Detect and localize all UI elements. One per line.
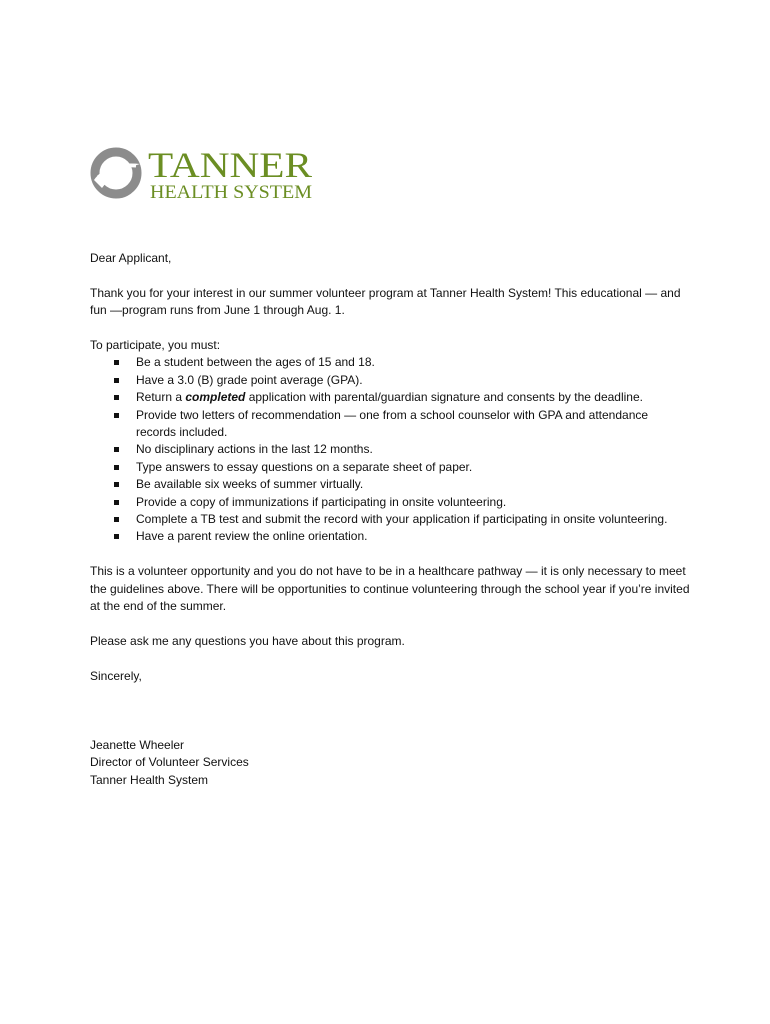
requirements-list [90, 354, 690, 545]
requirement-text: Have a parent review the online orientation. [136, 529, 368, 544]
requirement-item [90, 528, 690, 545]
signature-block [90, 737, 690, 789]
tanner-logo-graphic [90, 144, 322, 202]
signature-name: Jeanette Wheeler [90, 738, 185, 753]
requirement-text: No disciplinary actions in the last 12 months. [136, 442, 373, 457]
requirement-item [90, 476, 690, 493]
square-bullet-icon [114, 500, 119, 505]
requirement-text: Be available six weeks of summer virtually. [136, 477, 364, 492]
requirement-item [90, 407, 690, 442]
square-bullet-icon [114, 395, 119, 400]
logo-line-2: HEALTH SYSTEM [150, 182, 313, 202]
requirement-text: application with parental/guardian signature and consents by the deadline. [245, 390, 643, 405]
requirement-emphasis: completed [185, 390, 246, 405]
signature-org: Tanner Health System [90, 772, 209, 787]
requirement-text: Complete a TB test and submit the record with your application if participating in onsite volunteering. [136, 512, 668, 527]
requirements-lead: To participate, you must: [90, 338, 221, 352]
requirement-text: Type answers to essay questions on a separate sheet of paper. [136, 459, 473, 474]
salutation: Dear Applicant, [90, 251, 172, 265]
square-bullet-icon [114, 482, 119, 487]
requirement-text: Provide a copy of immunizations if participating in onsite volunteering. [136, 494, 507, 509]
requirement-item [90, 511, 690, 528]
requirement-text: Provide two letters of recommendation — one from a school counselor with GPA and attendance records included. [136, 407, 649, 440]
closing: Sincerely, [90, 668, 142, 683]
requirement-item [90, 494, 690, 511]
square-bullet-icon [114, 517, 119, 522]
square-bullet-icon [114, 378, 119, 383]
intro-paragraph: Thank you for your interest in our summer volunteer program at Tanner Health System! This educational — and fun —program runs from June 1 through Aug. 1. [90, 285, 681, 318]
tanner-logo [90, 144, 322, 202]
requirement-item [90, 354, 690, 371]
requirement-item [90, 389, 690, 406]
square-bullet-icon [114, 447, 119, 452]
square-bullet-icon [114, 534, 119, 539]
square-bullet-icon [114, 360, 119, 365]
note-paragraph: This is a volunteer opportunity and you do not have to be in a healthcare pathway — it is only necessary to meet the guidelines above. There will be opportunities to continue volunteering through the school year if you’re invited at the end of the summer. [90, 564, 690, 614]
requirement-text: Have a 3.0 (B) grade point average (GPA). [136, 372, 363, 387]
requirement-item [90, 459, 690, 476]
requirement-text: Return a [136, 390, 186, 405]
logo-line-1: TANNER [148, 145, 312, 185]
ask-paragraph: Please ask me any questions you have about this program. [90, 633, 405, 648]
requirement-item [90, 441, 690, 458]
square-bullet-icon [114, 413, 119, 418]
requirement-text: Be a student between the ages of 15 and 18. [136, 355, 375, 370]
requirement-item [90, 372, 690, 389]
square-bullet-icon [114, 465, 119, 470]
letter-body [90, 250, 690, 789]
circle-swoosh-icon [94, 152, 140, 194]
signature-title: Director of Volunteer Services [90, 755, 249, 770]
